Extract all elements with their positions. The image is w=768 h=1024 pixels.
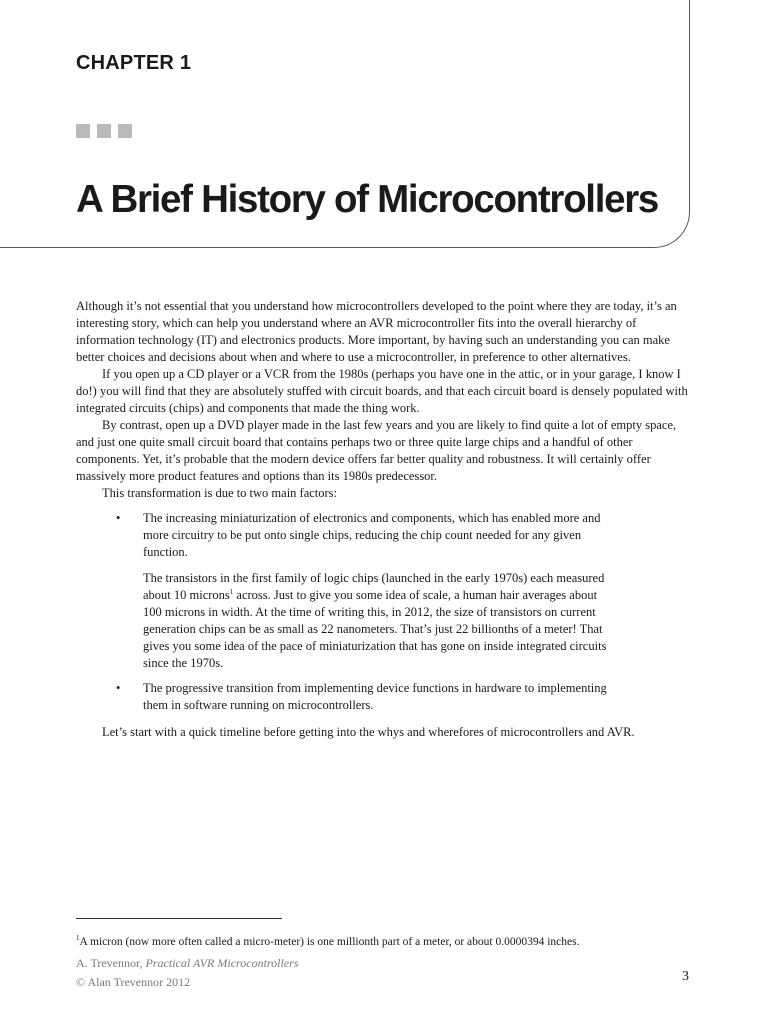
square-3	[118, 124, 132, 138]
source-citation	[76, 954, 298, 992]
citation-line	[76, 954, 298, 973]
copyright: © Alan Trevennor 2012	[76, 975, 191, 989]
paragraph-intro: Although it’s not essential that you understand how microcontrollers developed to the point where they are today, it’s an interesting story, which can help you understand where an AVR microcontroller fits into the overall hierarchy of information technology (IT) and electronics products. More important, by having such an understanding you can make better choices and decisions about when and where to use a microcontroller, in preference to other alternatives.	[76, 299, 677, 364]
list-item-text: The increasing miniaturization of electronics and components, which has enabled more and more circuitry to be put onto single chips, reducing the chip count needed for any given function.	[143, 511, 601, 559]
factors-list	[76, 510, 694, 561]
paragraph-dvd-player: By contrast, open up a DVD player made in the last few years and you are likely to find quite a lot of empty space, and just one quite small circuit board that contains perhaps two or three quite large chips and a handful of other components. Yet, it’s probable that the modern device offers far better quality and robustness. It will certainly offer massively more product features and options than its 1980s predecessor.	[76, 418, 677, 483]
paragraph-closing: Let’s start with a quick timeline before getting into the whys and wherefores of microcontrollers and AVR.	[102, 725, 635, 739]
footnote-reference[interactable]: 1	[229, 588, 234, 596]
footnote-text: A micron (now more often called a micro-meter) is one millionth part of a meter, or about 0.0000394 inches.	[79, 936, 580, 948]
paragraph-factors-intro: This transformation is due to two main factors:	[102, 486, 338, 500]
book-title: Practical AVR Microcontrollers	[145, 956, 299, 970]
bullet-marker: •	[116, 681, 121, 695]
paragraph-transistors	[116, 570, 613, 672]
footnote-number: 1	[76, 934, 80, 942]
transistors-text-start: The transistors in the first family of logic chips (launched in the early 1970s) each measured about 10 microns	[143, 571, 605, 602]
author-prefix: A. Trevennor,	[76, 956, 146, 970]
square-2	[97, 124, 111, 138]
paragraph-cd-player: If you open up a CD player or a VCR from the 1980s (perhaps you have one in the attic, or in your garage, I know I do!) you will find that they are absolutely stuffed with circuit boards, and that each circuit board is densely populated with integrated circuits (chips) and components that made the thing work.	[76, 367, 688, 415]
page-number: 3	[682, 969, 689, 984]
list-item	[116, 680, 623, 714]
list-item	[116, 510, 623, 561]
footnote	[76, 936, 579, 948]
list-item-text: The progressive transition from implementing device functions in hardware to implementing them in software running on microcontrollers.	[143, 681, 607, 712]
transistors-text-end: across. Just to give you some idea of scale, a human hair averages about 100 microns in width. At the time of writing this, in 2012, the size of transistors on current generation chips can be as small as 22 nanometers. That’s just 22 billionths of a meter! That gives you some idea of the pace of miniaturization that has gone on inside integrated circuits since the 1970s.	[143, 588, 607, 670]
decorative-squares	[76, 124, 132, 138]
chapter-title: A Brief History of Microcontrollers	[76, 178, 659, 221]
square-1	[76, 124, 90, 138]
body-text	[76, 298, 694, 741]
bullet-marker: •	[116, 511, 121, 525]
chapter-label: CHAPTER 1	[76, 52, 192, 74]
footnote-divider	[76, 918, 282, 919]
factors-list-continued	[76, 680, 694, 714]
